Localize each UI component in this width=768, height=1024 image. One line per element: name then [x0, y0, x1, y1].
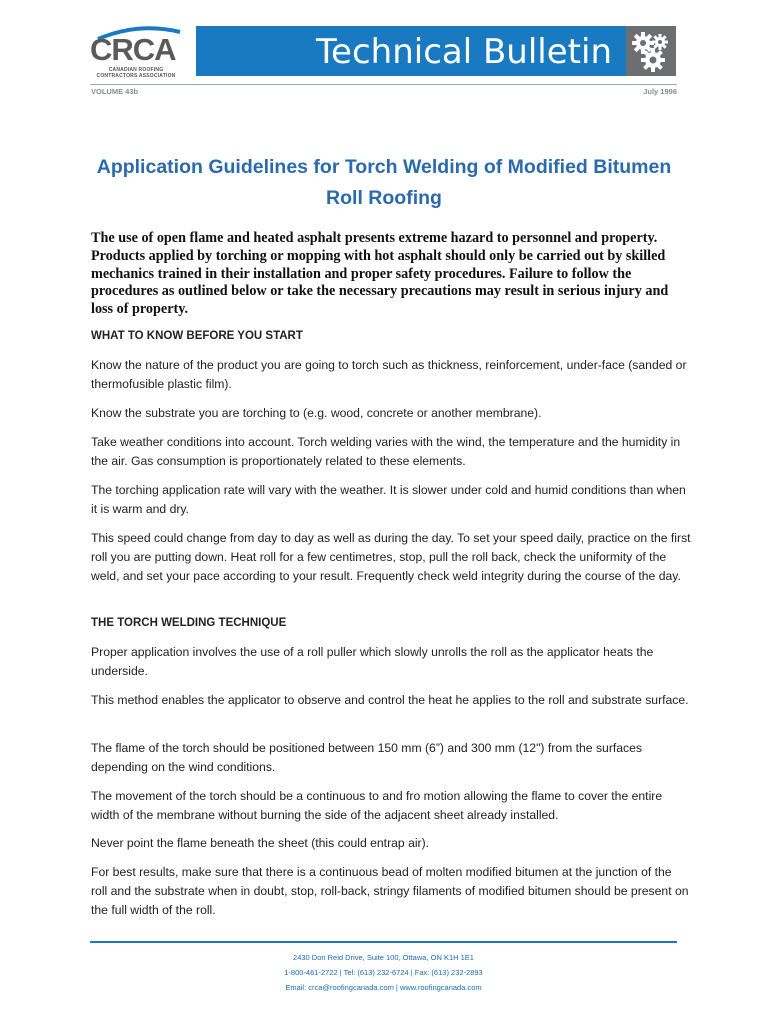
footer-address: 2430 Don Reid Drive, Suite 100, Ottawa, ON K1H 1E1: [293, 953, 474, 962]
footer-rule: [90, 941, 677, 943]
document-title: [80, 152, 688, 214]
gear-box: [626, 26, 676, 76]
section-heading-before-start: WHAT TO KNOW BEFORE YOU START: [91, 330, 303, 342]
banner-title: Technical Bulletin: [316, 32, 612, 72]
paragraph: Know the substrate you are torching to (e.g. wood, concrete or another membrane).: [91, 406, 542, 420]
paragraph: Know the nature of the product you are going to torch such as thickness, reinforcement, under-face (sanded or thermofusible plastic film).: [91, 358, 687, 392]
technical-bulletin-banner: [196, 26, 626, 76]
paragraph: Never point the flame beneath the sheet (this could entrap air).: [91, 836, 430, 850]
crca-logo: [90, 26, 190, 82]
paragraph: This speed could change from day to day as well as during the day. To set your speed daily, practice on the first roll you are putting down. Heat roll for a few centimetres, stop, pull the roll back, check the uniformity of the weld, and set your pace according to your result. Frequently check weld integrity during the course of the day.: [91, 531, 691, 584]
title-line-2: Roll Roofing: [326, 187, 442, 209]
safety-warning: The use of open flame and heated asphalt presents extreme hazard to personnel and property. Products applied by torching or mopping with hot asphalt should only be carried out by skilled mechanics trained in their installation and proper safety procedures. Failure to follow the procedures as outlined below or take the necessary precautions may result in serious injury and loss of property.: [91, 230, 669, 318]
section-heading-technique: THE TORCH WELDING TECHNIQUE: [91, 617, 287, 629]
header-rule: [90, 84, 677, 85]
footer-contact[interactable]: Email: crca@roofingcanada.com | www.roofingcanada.com: [285, 983, 482, 992]
date-label: July 1996: [643, 87, 677, 96]
paragraph: The torching application rate will vary with the weather. It is slower under cold and humid conditions than when it is warm and dry.: [91, 483, 686, 517]
title-line-1: Application Guidelines for Torch Welding of Modified Bitumen: [96, 156, 672, 178]
paragraph: Proper application involves the use of a roll puller which slowly unrolls the roll as the applicator heats the underside.: [91, 645, 654, 679]
gear-icon: [629, 29, 673, 73]
logo-text: CRCA: [90, 32, 176, 67]
paragraph: The flame of the torch should be positioned between 150 mm (6”) and 300 mm (12") from the surfaces depending on the wind conditions.: [91, 741, 643, 775]
logo-subtitle: CANADIAN ROOFING CONTRACTORS ASSOCIATION: [96, 67, 176, 79]
paragraph: This method enables the applicator to observe and control the heat he applies to the roll and substrate surface.: [91, 693, 689, 707]
paragraph: The movement of the torch should be a continuous to and fro motion allowing the flame to cover the entire width of the membrane without burning the side of the adjacent sheet already installed.: [91, 789, 663, 823]
paragraph: For best results, make sure that there is a continuous bead of molten modified bitumen at the junction of the roll and the substrate when in doubt, stop, roll-back, stringy filaments of modified bitumen should be present on the full width of the roll.: [91, 865, 689, 918]
paragraph: Take weather conditions into account. Torch welding varies with the wind, the temperature and the humidity in the air. Gas consumption is proportionately related to these elements.: [91, 435, 681, 469]
volume-label: VOLUME 43b: [91, 87, 139, 96]
footer-phones: 1-800-461-2722 | Tel: (613) 232-6724 | Fax: (613) 232-2893: [284, 968, 483, 977]
